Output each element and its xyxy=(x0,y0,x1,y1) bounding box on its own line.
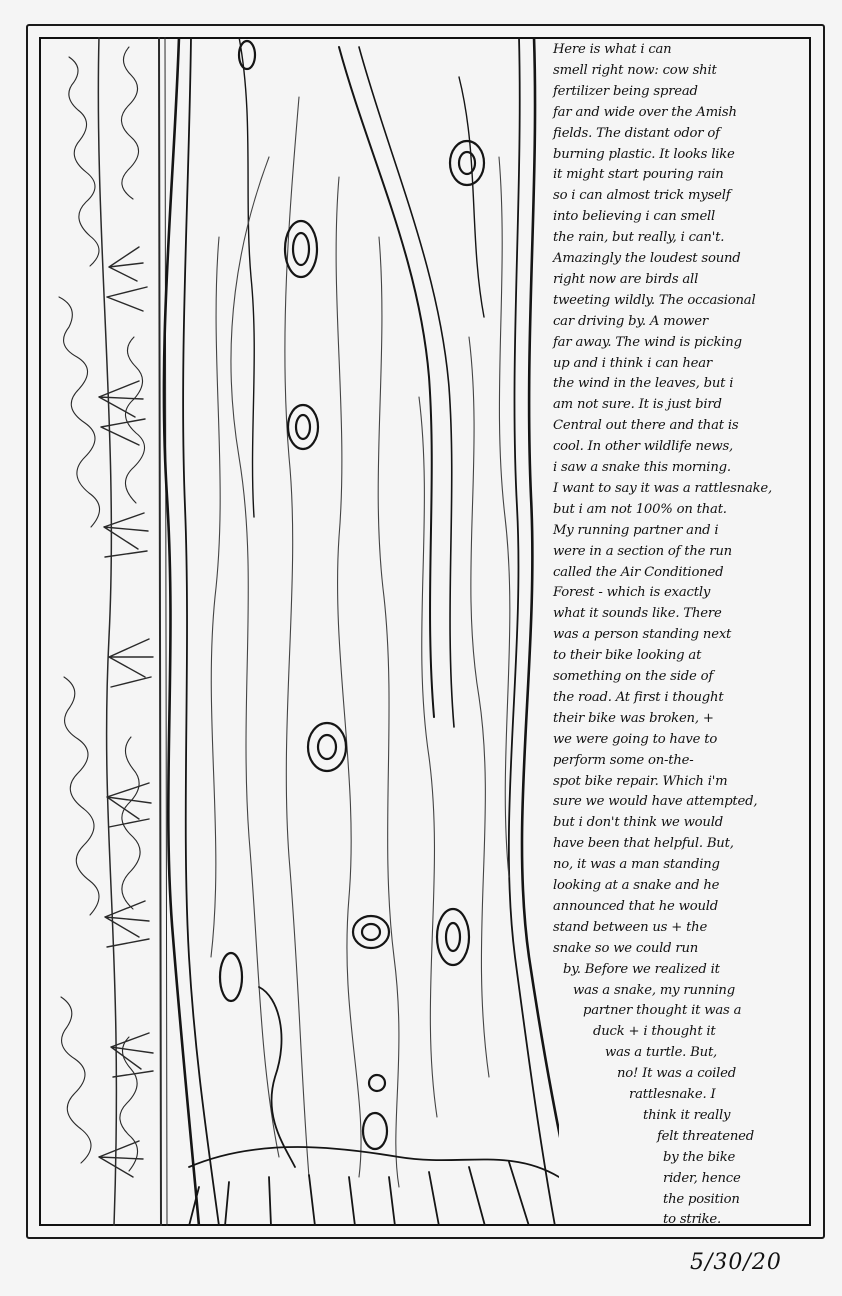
journal-line: far and wide over the Amish xyxy=(553,104,737,120)
journal-line: My running partner and i xyxy=(553,522,719,538)
journal-line: were in a section of the run xyxy=(553,543,732,559)
journal-line: Amazingly the loudest sound xyxy=(553,251,741,266)
journal-line: perform some on-the- xyxy=(553,752,694,768)
journal-line: it might start pouring rain xyxy=(553,167,724,183)
journal-line: car driving by. A mower xyxy=(553,313,708,329)
trunk-base xyxy=(189,987,559,1226)
journal-line: something on the side of xyxy=(553,669,714,684)
journal-line: to strike. xyxy=(663,1212,722,1228)
journal-line: looking at a snake and he xyxy=(553,878,720,893)
journal-line: the wind in the leaves, but i xyxy=(553,376,734,392)
journal-line: announced that he would xyxy=(553,898,719,914)
journal-line: am not sure. It is just bird xyxy=(553,397,722,413)
journal-line: I want to say it was a rattlesnake, xyxy=(553,480,773,496)
journal-line: we were going to have to xyxy=(553,731,718,747)
journal-line: fields. The distant odor of xyxy=(553,125,720,141)
journal-line: by. Before we realized it xyxy=(563,961,720,977)
journal-entry xyxy=(553,40,811,1240)
journal-line: to their bike looking at xyxy=(553,648,702,664)
journal-line: fertilizer being spread xyxy=(553,83,698,99)
journal-line: by the bike xyxy=(663,1149,736,1165)
journal-line: spot bike repair. Which i'm xyxy=(553,773,728,789)
journal-line: Here is what i can xyxy=(553,42,672,57)
foliage-strip xyxy=(59,37,167,1226)
journal-line: was a turtle. But, xyxy=(605,1045,718,1061)
tree-trunk-drawing xyxy=(39,37,559,1226)
journal-line: was a snake, my running xyxy=(573,982,735,998)
journal-line: sure we would have attempted, xyxy=(553,794,758,810)
journal-line: the position xyxy=(663,1191,740,1207)
journal-line: but i am not 100% on that. xyxy=(553,501,727,517)
trunk xyxy=(164,37,559,1226)
journal-line: i saw a snake this morning. xyxy=(553,460,731,475)
bark-knots xyxy=(220,41,484,1149)
bark-grain xyxy=(211,97,510,1187)
journal-line: no! It was a coiled xyxy=(617,1066,736,1082)
journal-line: no, it was a man standing xyxy=(553,857,720,873)
journal-line: their bike was broken, + xyxy=(553,710,714,726)
journal-line: have been that helpful. But, xyxy=(553,836,734,852)
journal-line: so i can almost trick myself xyxy=(553,188,731,204)
journal-line: what it sounds like. There xyxy=(553,606,722,622)
journal-line: think it really xyxy=(643,1107,731,1123)
journal-line: cool. In other wildlife news, xyxy=(553,439,734,455)
journal-line: into believing i can smell xyxy=(553,209,716,225)
journal-line: snake so we could run xyxy=(553,940,699,956)
journal-line: smell right now: cow shit xyxy=(553,62,717,78)
journal-line: up and i think i can hear xyxy=(553,355,713,371)
journal-line: the rain, but really, i can't. xyxy=(553,230,725,246)
journal-line: was a person standing next xyxy=(553,627,732,643)
journal-line: duck + i thought it xyxy=(593,1024,716,1040)
journal-line: called the Air Conditioned xyxy=(553,564,724,580)
entry-date: 5/30/20 xyxy=(690,1250,782,1275)
journal-line: rider, hence xyxy=(663,1170,741,1186)
journal-line: burning plastic. It looks like xyxy=(553,146,735,162)
journal-line: Forest - which is exactly xyxy=(553,585,711,601)
journal-line: felt threatened xyxy=(657,1128,755,1144)
journal-line: partner thought it was a xyxy=(583,1003,742,1019)
journal-line: but i don't think we would xyxy=(553,815,723,831)
journal-line: Central out there and that is xyxy=(553,418,739,434)
journal-line: the road. At first i thought xyxy=(553,689,724,705)
journal-line: right now are birds all xyxy=(553,271,699,287)
journal-line: rattlesnake. I xyxy=(629,1087,716,1102)
journal-line: tweeting wildly. The occasional xyxy=(553,292,756,308)
journal-line: far away. The wind is picking xyxy=(553,334,742,350)
journal-line: stand between us + the xyxy=(553,919,708,935)
